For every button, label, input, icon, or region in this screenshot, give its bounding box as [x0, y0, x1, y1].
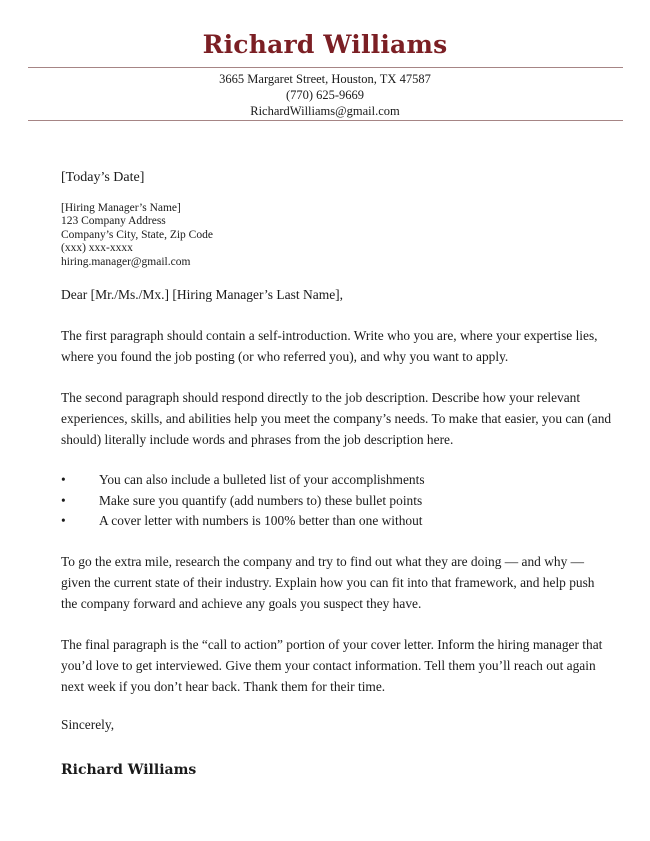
recipient-address: 123 Company Address	[61, 215, 166, 228]
paragraph-line: given the current state of their industry. Explain how you can fit into that framework, and help push	[61, 575, 595, 590]
paragraph-line: experiences, skills, and abilities help you meet the company’s needs. To make that easier, you can (and	[61, 411, 612, 426]
list-item-text: You can also include a bulleted list of your accomplishments	[99, 472, 425, 487]
recipient-city: Company’s City, State, Zip Code	[61, 228, 213, 241]
paragraph-line: To go the extra mile, research the company and try to find out what they are doing — and why —	[61, 554, 585, 569]
paragraph-line: where you found the job posting (or who referred you), and why you want to apply.	[61, 349, 509, 364]
signature-name: Richard Williams	[61, 762, 197, 778]
bullet-icon: •	[61, 472, 66, 487]
list-item	[61, 511, 601, 532]
paragraph-line: the company forward and achieve any goals you suspect they have.	[61, 596, 422, 611]
salutation: Dear [Mr./Ms./Mx.] [Hiring Manager’s Last Name],	[61, 287, 344, 302]
paragraph-line: The second paragraph should respond directly to the job description. Describe how your relevant	[61, 390, 581, 405]
paragraph-line: The final paragraph is the “call to action” portion of your cover letter. Inform the hiring manager that	[61, 637, 603, 652]
recipient-email: hiring.manager@gmail.com	[61, 255, 191, 268]
contact-block	[0, 71, 650, 119]
contact-phone: (770) 625-9669	[285, 88, 365, 102]
paragraph-introduction	[61, 325, 601, 367]
paragraph-company-research	[61, 551, 601, 614]
paragraph-call-to-action	[61, 634, 601, 697]
header-top-divider	[28, 67, 623, 68]
header-bottom-divider	[28, 120, 623, 121]
accomplishments-list	[61, 470, 601, 532]
paragraph-line: The first paragraph should contain a self-introduction. Write who you are, where your expertise lies,	[61, 328, 598, 343]
list-item	[61, 491, 601, 512]
list-item-text: Make sure you quantify (add numbers to) these bullet points	[99, 492, 423, 508]
recipient-phone: (xxx) xxx-xxxx	[61, 242, 133, 255]
recipient-block	[61, 202, 601, 269]
bullet-icon: •	[61, 513, 66, 528]
list-item-text: A cover letter with numbers is 100% better than one without	[99, 513, 423, 528]
letter-date: [Today’s Date]	[61, 170, 145, 185]
paragraph-line: next week if you don’t hear back. Thank them for their time.	[61, 679, 386, 694]
paragraph-line: should) literally include words and phrases from the job description here.	[61, 432, 454, 447]
bullet-icon: •	[61, 492, 66, 508]
contact-address: 3665 Margaret Street, Houston, TX 47587	[219, 72, 431, 86]
paragraph-job-description	[61, 387, 612, 450]
recipient-name: [Hiring Manager’s Name]	[61, 202, 181, 214]
list-item	[61, 470, 601, 491]
closing: Sincerely,	[61, 717, 115, 732]
applicant-name: Richard Williams	[202, 30, 448, 59]
contact-email: RichardWilliams@gmail.com	[250, 104, 400, 118]
paragraph-line: you’d love to get interviewed. Give them your contact information. Tell them you’ll reach out again	[61, 658, 596, 673]
